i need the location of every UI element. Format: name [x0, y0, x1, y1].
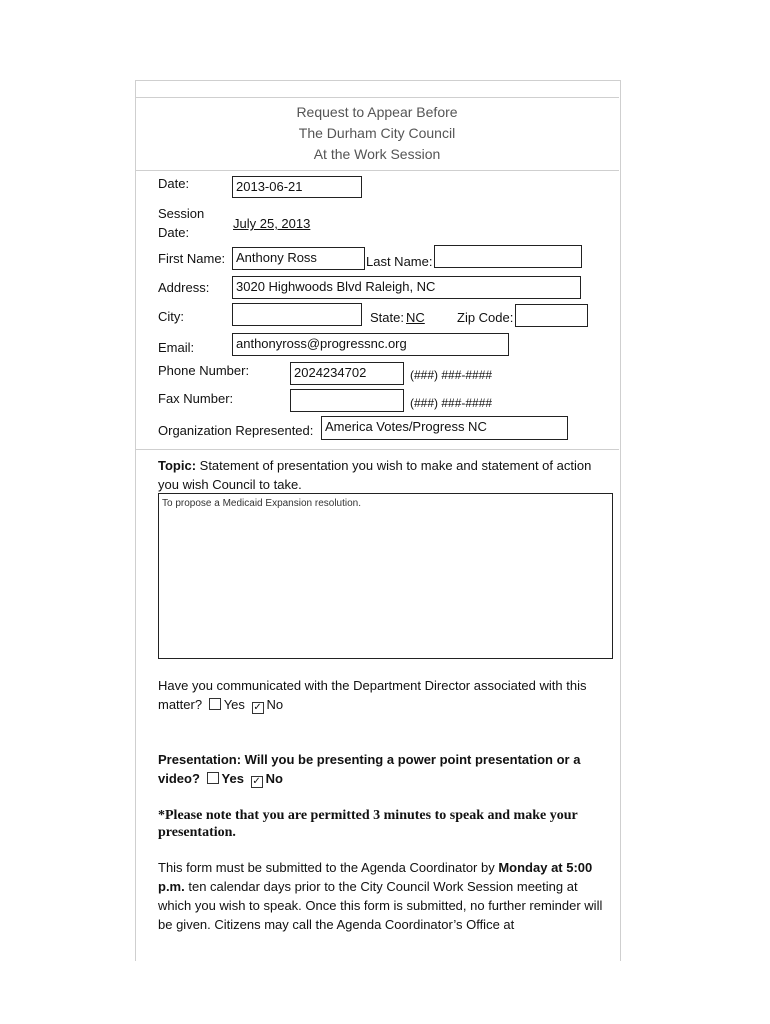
zip-field[interactable] [515, 304, 588, 327]
divider [135, 170, 619, 171]
address-label: Address: [158, 280, 210, 295]
q1-yes-label: Yes [223, 697, 245, 712]
q1-no-checkbox[interactable] [252, 702, 264, 714]
address-field[interactable]: 3020 Highwoods Blvd Raleigh, NC [232, 276, 581, 299]
fax-label: Fax Number: [158, 391, 234, 406]
phone-format: (###) ###-#### [410, 368, 493, 382]
fax-format: (###) ###-#### [410, 396, 493, 410]
q2-yes-label: Yes [221, 771, 244, 786]
last-name-label: Last Name: [366, 254, 433, 269]
divider [135, 97, 619, 98]
fax-field[interactable] [290, 389, 404, 412]
session-date-value: July 25, 2013 [233, 216, 311, 231]
state-label: State: [370, 310, 404, 325]
topic-description: Statement of presentation you wish to make and statement of action you wish Council to take. [158, 458, 592, 492]
city-label: City: [158, 309, 184, 324]
phone-label: Phone Number: [158, 363, 250, 378]
phone-field[interactable]: 2024234702 [290, 362, 404, 385]
zip-label: Zip Code: [457, 310, 514, 325]
submission-paragraph [158, 858, 613, 934]
topic-label: Topic: [158, 458, 197, 473]
date-field[interactable]: 2013-06-21 [232, 176, 362, 198]
check-icon: ✓ [253, 702, 262, 713]
q1-no-label: No [266, 697, 284, 712]
q2-yes-checkbox[interactable] [207, 772, 219, 784]
city-field[interactable] [232, 303, 362, 326]
org-label: Organization Represented: [158, 423, 314, 438]
submission-deadline: Monday at 5:00 p.m. [158, 860, 593, 894]
time-limit-note: *Please note that you are permitted 3 minutes to speak and make your presentation. [158, 808, 578, 840]
topic-text [158, 456, 613, 494]
q1-yes-checkbox[interactable] [209, 698, 221, 710]
question-2 [158, 750, 613, 788]
first-name-field[interactable]: Anthony Ross [232, 247, 365, 270]
question-1 [158, 676, 613, 714]
submission-text-1: This form must be submitted to the Agenda Coordinator by [158, 860, 499, 875]
check-icon: ✓ [252, 776, 261, 787]
session-label-2: Date: [158, 225, 190, 240]
org-field[interactable]: America Votes/Progress NC [321, 416, 568, 440]
email-label: Email: [158, 340, 195, 355]
question-1-text: Have you communicated with the Department Director associated with this matter? [158, 678, 587, 712]
q2-no-label: No [265, 771, 283, 786]
submission-text-2: ten calendar days prior to the City Council Work Session meeting at which you wish to speak. Once this form is submitted, no further reminder will be given. Citizens may call the Agenda Coordinator’s Office at [158, 879, 603, 932]
session-label: Session [158, 206, 205, 221]
date-label: Date: [158, 176, 190, 191]
first-name-label: First Name: [158, 251, 226, 266]
topic-textarea[interactable]: To propose a Medicaid Expansion resolution. [158, 493, 613, 659]
header-line-2: The Durham City Council [298, 125, 456, 141]
header-line-1: Request to Appear Before [296, 104, 458, 120]
header-line-3: At the Work Session [313, 146, 441, 162]
state-value: NC [406, 310, 425, 325]
q2-no-checkbox[interactable] [251, 776, 263, 788]
last-name-field[interactable] [434, 245, 582, 268]
email-field[interactable]: anthonyross@progressnc.org [232, 333, 509, 356]
question-2-text: Presentation: Will you be presenting a power point presentation or a video? [158, 752, 581, 786]
divider [135, 449, 619, 450]
